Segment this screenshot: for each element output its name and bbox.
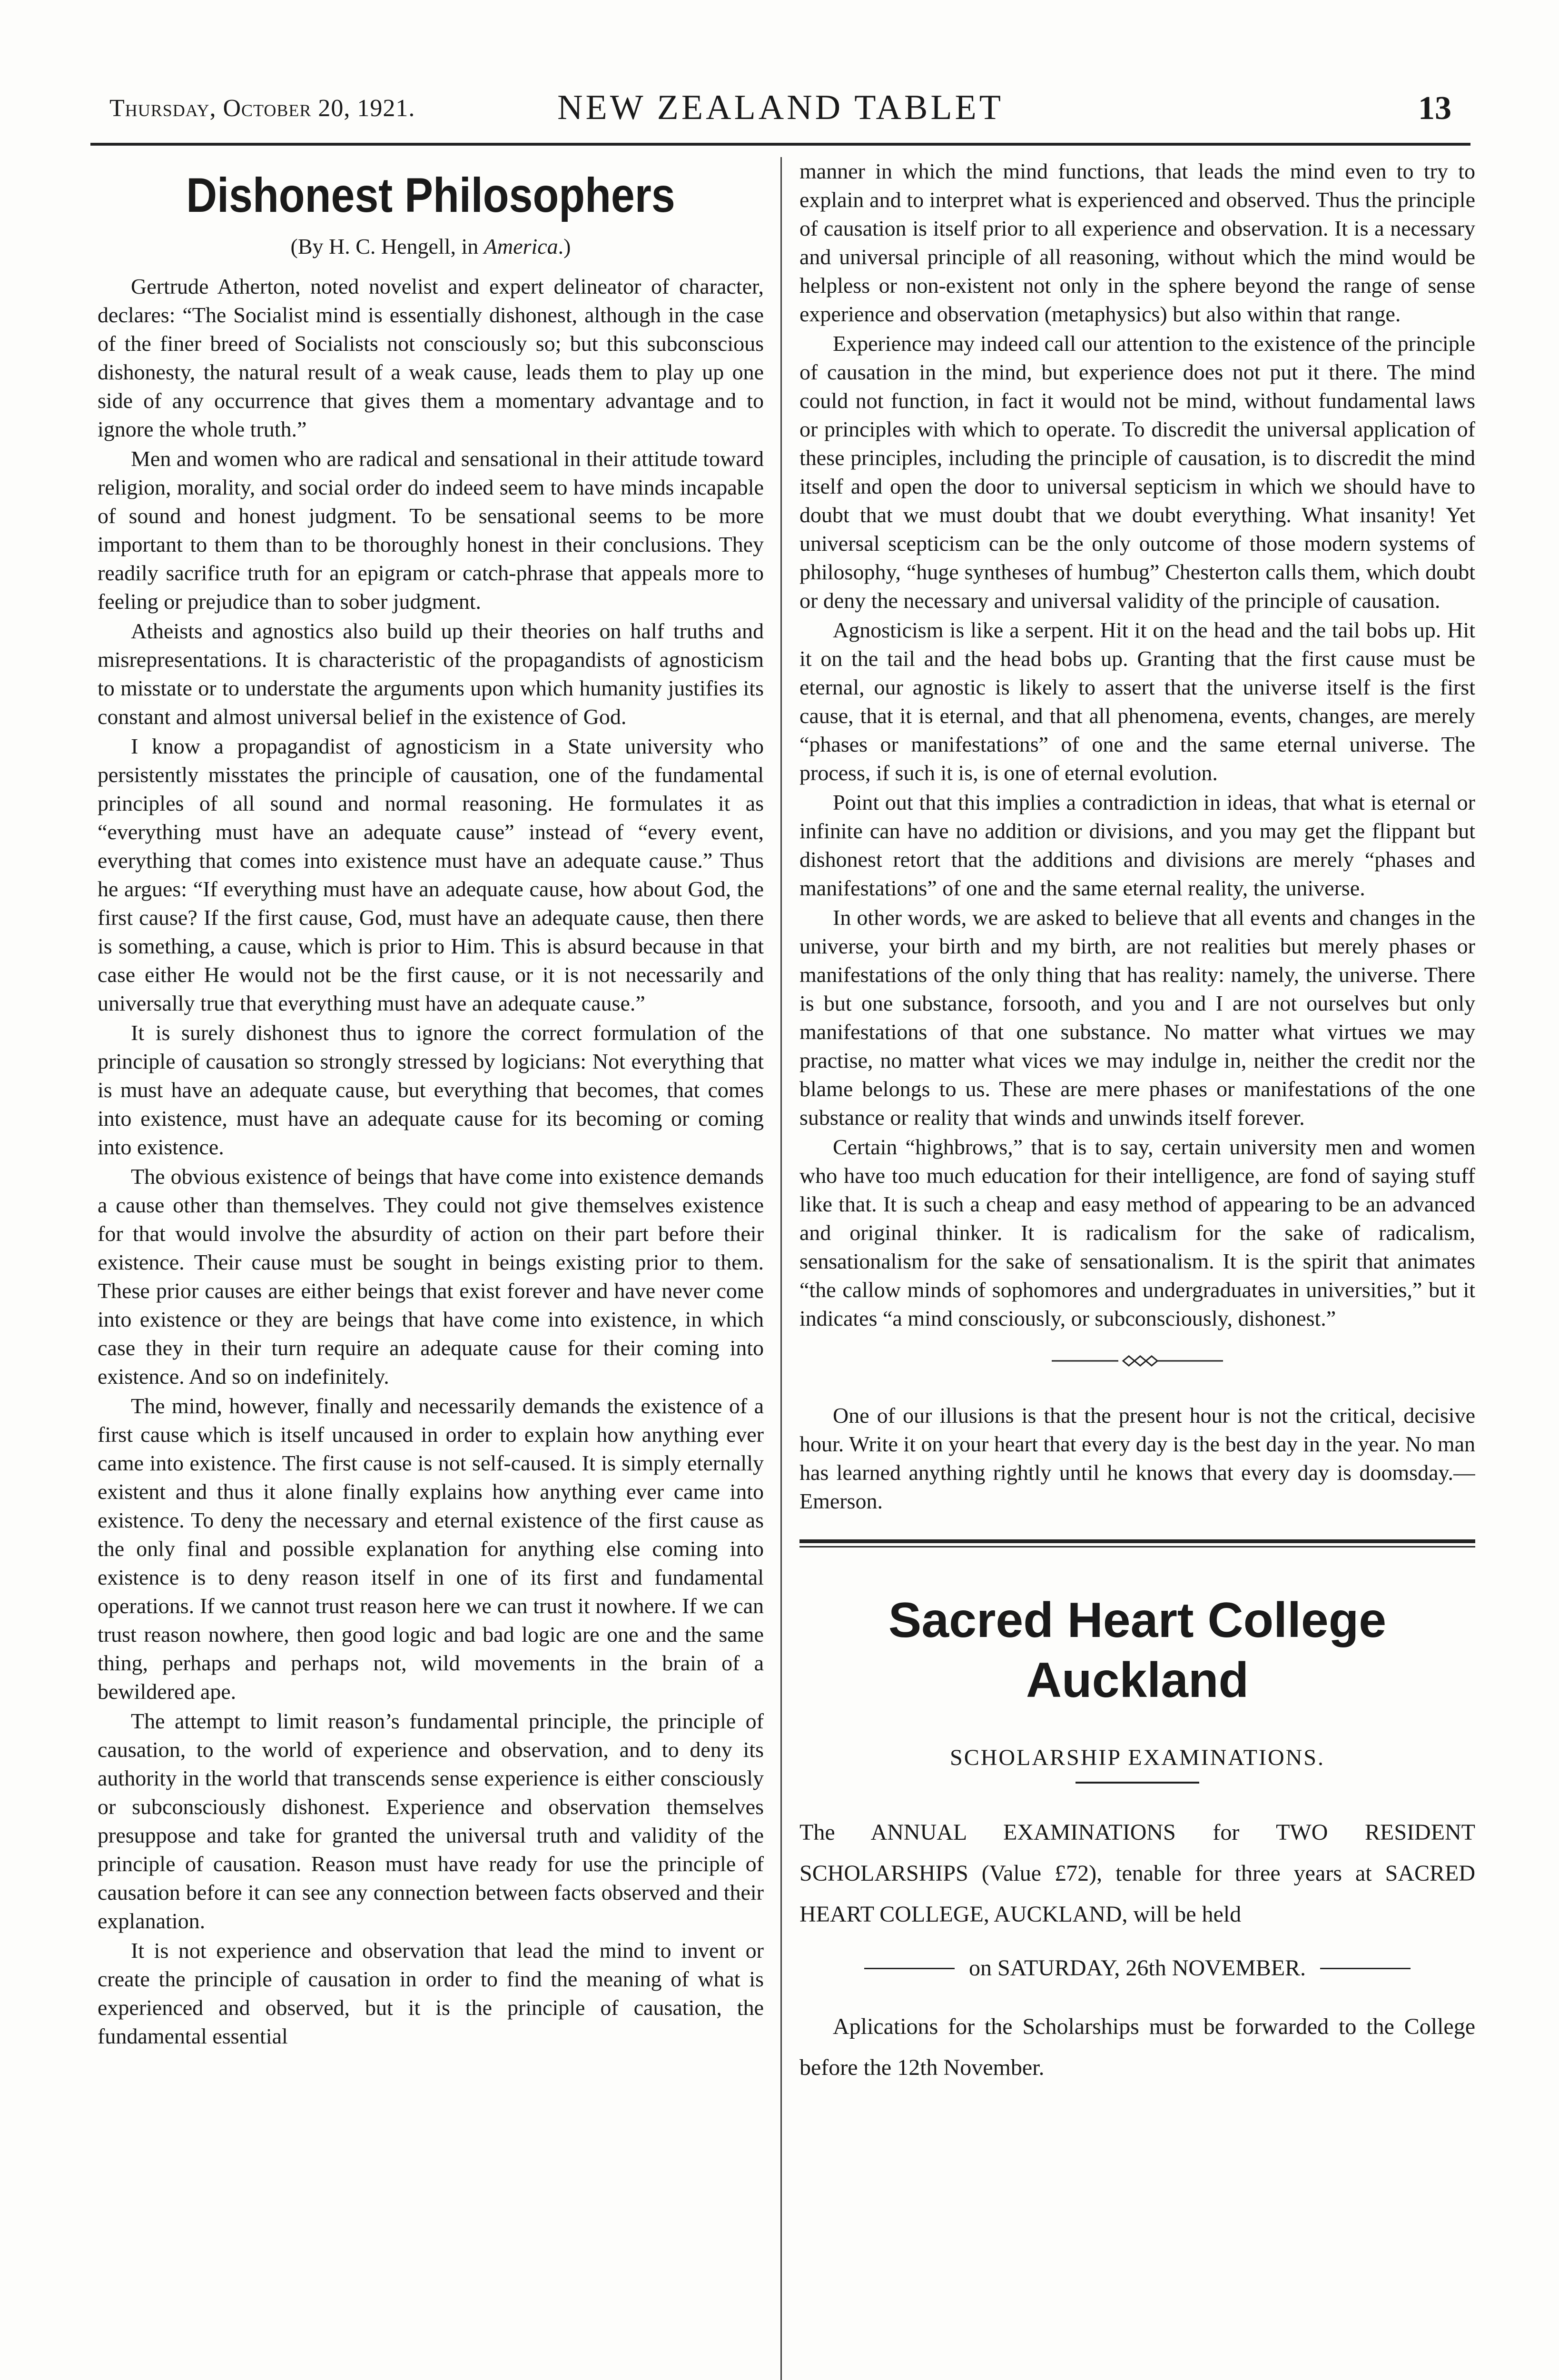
date-dash-left xyxy=(864,1968,955,1969)
article-paragraph: Atheists and agnostics also build up their theories on half truths and misrepresentations. It is characteristic of the propagandists of agnosticism to misstate or to understate the arguments upon which humanity justifies its constant and almost universal belief in the existence of God. xyxy=(98,619,764,729)
advert-rule-thin xyxy=(799,1546,1475,1547)
advert-title-line1: Sacred Heart College xyxy=(888,1593,1387,1648)
article-paragraph: Men and women who are radical and sensational in their attitude toward religion, morality, and social order do indeed seem to have minds incapable of sound and honest judgment. To be sensational seems to be more important to them than to be thoroughly honest in their conclusions. They readily sacrifice truth for an epigram or catch-phrase that appeals more to feeling or prejudice than to sober judgment. xyxy=(98,446,764,614)
advert-title-line2: Auckland xyxy=(1026,1653,1249,1708)
byline-prefix: (By H. C. Hengell, in xyxy=(290,234,484,258)
college-advert xyxy=(799,1590,1475,2088)
ornamental-divider xyxy=(799,1349,1475,1378)
article-paragraph: It is surely dishonest thus to ignore the correct formulation of the principle of causation so strongly stressed by logicians: Not everything that is must have an adequate cause, but everything that becomes, that comes into existence, must have an adequate cause for its becoming or coming into existence. xyxy=(98,1021,764,1159)
ornament-icon xyxy=(1052,1351,1223,1370)
article-byline xyxy=(98,232,764,261)
advert-date-line xyxy=(799,1954,1475,1983)
advert-date: on SATURDAY, 26th NOVEMBER. xyxy=(968,1955,1306,1981)
byline-source: America xyxy=(483,234,558,258)
advert-body-2: Aplications for the Scholarships must be forwarded to the College before the 12th November. xyxy=(799,2014,1475,2080)
masthead xyxy=(90,86,1470,138)
left-column xyxy=(98,157,764,2380)
right-column xyxy=(799,157,1475,2380)
advert-rule-thick xyxy=(799,1539,1475,1543)
article-paragraph: The obvious existence of beings that have come into existence demands a cause other than themselves. They could not give themselves existence for that would involve the absurdity of action on their part before their existence. Their cause must be sought in beings existing prior to them. These prior causes are either beings that exist forever and have never come into existence or they are beings that have come into existence, in which case they in their turn require an adequate cause for their coming into existence. And so on indefinitely. xyxy=(98,1164,764,1388)
article-paragraph: Agnosticism is like a serpent. Hit it on the head and the tail bobs up. Hit it on the tail and the head bobs up. Granting that the first cause must be eternal, our agnostic is likely to assert that the universe itself is the first cause, that it is eternal, and that all phenomena, events, changes, are merely “phases or manifestations” of one and the same eternal universe. The process, if such it is, is one of eternal evolution. xyxy=(799,618,1475,785)
column-divider xyxy=(780,157,782,2380)
advert-subtitle: SCHOLARSHIP EXAMINATIONS. xyxy=(950,1745,1325,1770)
article-paragraph: Certain “highbrows,” that is to say, certain university men and women who have too much education for their intelligence, are fond of saying stuff like that. It is such a cheap and easy method of appearing to be an advanced and original thinker. It is radicalism for the sake of radicalism, sensationalism for the sake of sensationalism. It is the spirit that animates “the callow minds of sophomores and undergraduates in universities,” but it indicates “a mind consciously, or subconsciously, dishonest.” xyxy=(799,1135,1475,1330)
article-title: Dishonest Philosophers xyxy=(186,168,675,222)
article-paragraph: The attempt to limit reason’s fundamental principle, the principle of causation, to the world of experience and observation, and to deny its authority in the world that transcends sense experience is either consciously or subconsciously dishonest. Experience and observation themselves presuppose and take for granted the universal truth and validity of the principle of causation. Reason must have ready for use the principle of causation before it can see any connection between facts observed and their explanation. xyxy=(98,1709,764,1933)
newspaper-title: NEW ZEALAND TABLET xyxy=(557,88,1004,127)
date-dash-right xyxy=(1320,1968,1411,1969)
article-paragraph: It is not experience and observation that lead the mind to invent or create the principle of causation in order to find the meaning of what is experienced and observed, but it is the principle of causation, the fundamental essential xyxy=(98,1938,764,2048)
article-paragraph: Point out that this implies a contradiction in ideas, that what is eternal or infinite can have no addition or divisions, and you may get the flippant but dishonest retort that the additions and divisions are merely “phases and manifestations” of one and the same eternal reality, the universe. xyxy=(799,790,1475,900)
page-number: 13 xyxy=(1418,90,1451,127)
advert-body: The ANNUAL EXAMINATIONS for TWO RESIDENT SCHOLARSHIPS (Value £72), tenable for three years at SACRED HEART COLLEGE, AUCKLAND, will be held xyxy=(799,1820,1475,1927)
masthead-rule xyxy=(90,143,1470,146)
byline-suffix: .) xyxy=(558,234,571,258)
filler-quote: One of our illusions is that the present hour is not the critical, decisive hour. Write it on your heart that every day is the best day in the year. No man has learned anything rightly until he knows that every day is doomsday.—Emerson. xyxy=(799,1403,1475,1513)
article-paragraph: I know a propagandist of agnosticism in a State university who persistently misstates the principle of causation, one of the fundamental principles of all sound and normal reasoning. He formulates it as “everything must have an adequate cause” instead of “every event, everything that comes into existence must have an adequate cause.” Thus he argues: “If everything must have an adequate cause, how about God, the first cause? If the first cause, God, must have an adequate cause, then there is something, a cause, which is prior to Him. This is absurd because in that case either He would not be the first cause, or it is not necessarily and universally true that everything must have an adequate cause.” xyxy=(98,734,764,1015)
advert-short-rule xyxy=(1076,1782,1199,1784)
article-paragraph: In other words, we are asked to believe that all events and changes in the universe, your birth and my birth, are not realities but merely phases or manifestations of the only thing that has reality: namely, the universe. There is but one substance, forsooth, and you and I are not ourselves but only manifestations of that one substance. No matter what virtues we may practise, no matter what vices we may indulge in, neither the credit nor the blame belongs to us. These are mere phases or manifestations of the one substance or reality that winds and unwinds itself forever. xyxy=(799,905,1475,1130)
issue-date: Thursday, October 20, 1921. xyxy=(109,95,415,122)
article-paragraph-continued: manner in which the mind functions, that leads the mind even to try to explain and to interpret what is experienced and observed. Thus the principle of causation is itself prior to all experience and observation. It is a necessary and universal principle of all reasoning, without which the mind would be helpless or non-existent not only in the sphere beyond the range of sense experience and observation (metaphysics) but also within that range. xyxy=(799,159,1475,326)
article-paragraph: The mind, however, finally and necessarily demands the existence of a first cause which is itself uncaused in order to explain how anything ever came into existence. The first cause is not self-caused. It is simply eternally existent and thus it alone finally explains how anything ever came into existence. To deny the necessary and eternal existence of the first cause as the only final and possible explanation for anything else coming into existence is to deny reason itself in one of its first and fundamental operations. If we cannot trust reason here we can trust it nowhere. If we can trust reason nowhere, then good logic and bad logic are one and the same thing, perhaps and perhaps not, wild movements in the brain of a bewildered ape. xyxy=(98,1394,764,1704)
article-paragraph: Gertrude Atherton, noted novelist and expert delineator of character, declares: “The Socialist mind is essentially dishonest, although in the case of the finer breed of Socialists not consciously so; but this subconscious dishonesty, the natural result of a weak cause, leads them to play up one side of any occurrence that gives them a momentary advantage and to ignore the whole truth.” xyxy=(98,274,764,441)
article-paragraph: Experience may indeed call our attention to the existence of the principle of causation in the mind, but experience does not put it there. The mind could not function, in fact it would not be mind, without fundamental laws or principles with which to operate. To discredit the universal application of these principles, including the principle of causation, is to discredit the mind itself and open the door to universal septicism in which we should have to doubt that we must doubt that we doubt everything. What insanity! Yet universal scepticism can be the only outcome of those modern systems of philosophy, “huge syntheses of humbug” Chesterton calls them, which doubt or deny the necessary and universal validity of the principle of causation. xyxy=(799,331,1475,613)
